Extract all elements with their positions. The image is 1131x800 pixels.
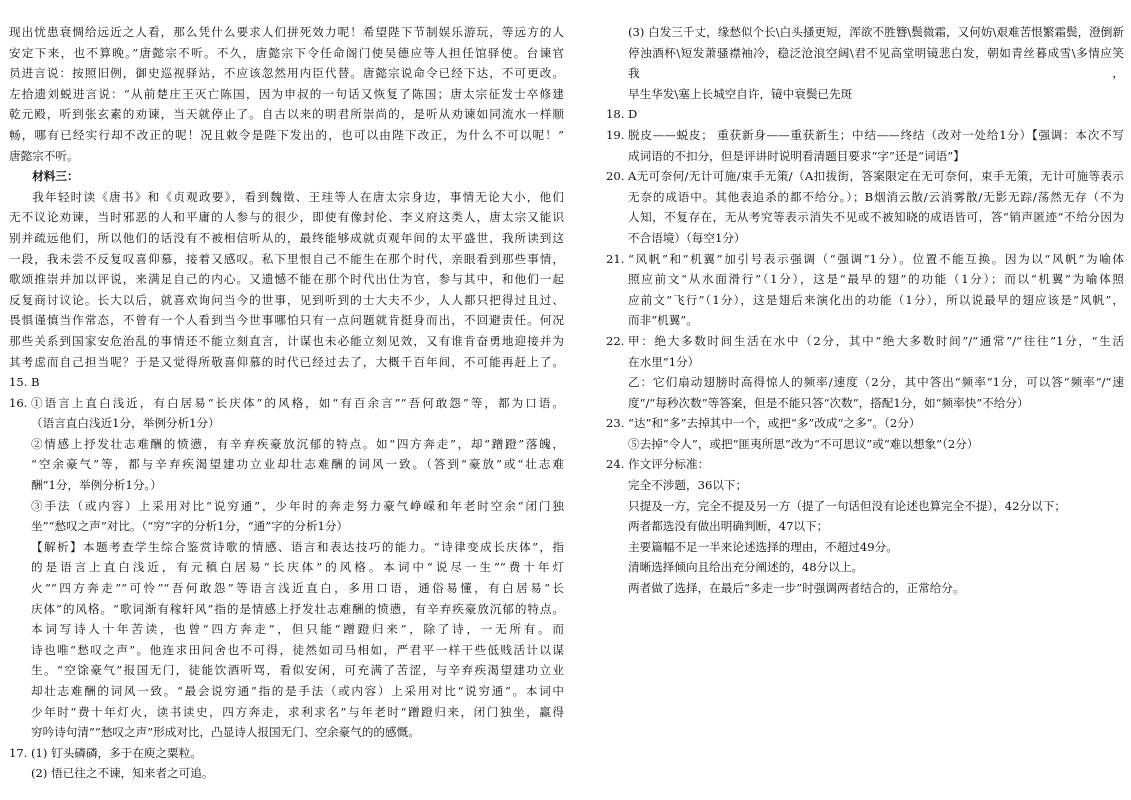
text-line: 停浊酒杯\短发萧骚襟袖冷，稳泛沧浪空阔\君不见高堂明镜悲白发，朝如青丝暮成雪\多情应笑我， <box>628 45 1124 81</box>
text-line: 歌颂推崇并加以评说，来满足自己的内心。又遗憾不能在那个时代出仕为官，参与其中，和他们一起 <box>9 272 564 287</box>
text-line: 照应前文“从水面滑行”（1分），这是“最早的翅”的功能（1分）；而以“机翼”为喻体照 <box>628 272 1124 287</box>
text-line: 穷吟诗句清”“愁叹之声”形成对比，凸显诗人报国无门、空余豪气的的感慨。 <box>31 725 420 740</box>
text-line: 别并疏远他们，所以他们的话没有不被相信听从的，最终能够成就贞观年间的太平盛世，我所读到这 <box>9 230 564 245</box>
text-line: 安定下来，也不算晚。”唐懿宗不听。不久，唐懿宗下令任命阁门使吴德应等人担任馆驿使。台谏官 <box>9 45 564 60</box>
text-line: 畅，哪有已经实行却不改正的呢！况且敕令是陛下发出的，也可以由陛下改正，为什么不可以呢！” <box>9 127 564 142</box>
text-line: “风帆”和“机翼”加引号表示强调（“强调”1分）。位置不能互换。因为以“风帆”为喻体 <box>628 251 1124 266</box>
text-line: 早生华发\塞上长城空自许，镜中衰鬓已先斑 <box>628 86 853 101</box>
text-line: 而非“机翼”。 <box>628 313 698 328</box>
text-line: 应前文“飞行”（1分），这是翅后来演化出的功能（1分），所以说最早的翅应该是“风帆”， <box>628 292 1124 307</box>
question-number: 15. <box>9 375 28 390</box>
question-18 <box>606 104 1124 125</box>
text-line: 我年轻时读《唐书》和《贞观政要》，看到魏徵、王珪等人在唐太宗身边，事情无论大小，他们 <box>32 189 564 204</box>
text-line: 其考虑而自己担当呢？于是又觉得所敬喜仰慕的时代已经过去了，大概千百年间，不可能再赶上了。 <box>9 354 564 369</box>
text-line: 现出忧患衰惆给远近之人看，那么凭什么要求人们拼死效力呢！希望陛下节制娱乐游玩，等远方的人 <box>9 25 564 39</box>
material3-title: 材料三： <box>32 169 79 184</box>
question-number: 19. <box>606 127 625 142</box>
text-line: 少年时“费十年灯火，读书读史，四方奔走，求利求名”与年老时“蹭蹬归来，闭门独坐，赢得 <box>31 704 564 719</box>
text-line: 的是语言上直白浅近，有元稹白居易“长庆体”的风格。本词中“说尽一生”“费十年灯 <box>31 560 564 575</box>
material3-paragraph <box>9 187 564 372</box>
text-line: 清晰选择倾向且给出充分阐述的，48分以上。 <box>628 560 864 575</box>
right-column <box>606 22 1124 599</box>
question-number: 23. <box>606 416 625 431</box>
text-line: ③手法（或内容）上采用对比“说穷通”，少年时的奔走努力豪气峥嵘和年老时空余“闭门独 <box>31 498 564 513</box>
question-19 <box>606 125 1124 166</box>
text-line: （语言直白浅近1分，举例分析1分） <box>31 416 220 431</box>
question-number: 24. <box>606 457 625 472</box>
text-line: A无可奈何/无计可施/束手无策/（A扣拔街，答案限定在无可奈何，束手无策，无计可施等表示 <box>628 169 1124 184</box>
text-line: ①语言上直白浅近，有白居易“长庆体”的风格，如“有百余言”“吾何敢怨”等，都为口语。 <box>31 395 564 410</box>
text-line: ②情感上抒发壮志难酬的愤懑，有辛弃疾豪放沉郁的特点。如“四方奔走”，却“蹭蹬”落魄， <box>31 436 564 451</box>
question-23 <box>606 413 1124 454</box>
answer-text: D <box>628 107 638 122</box>
text-line: 坐”“愁叹之声”对比。（“穷”字的分析1分，“通”字的分析1分） <box>31 519 349 534</box>
question-24 <box>606 454 1124 598</box>
translation-paragraph <box>9 22 564 166</box>
question-16 <box>9 393 564 743</box>
question-number: 20. <box>606 169 625 184</box>
text-line: (1) 钉头磷磷，多于在庾之粟粒。 <box>31 745 202 760</box>
answer-text: B <box>31 375 40 390</box>
text-line: 主要篇幅不足一半来论述选择的理由，不超过49分。 <box>628 539 898 554</box>
text-line: 火”“四方奔走”“可怜”“吾何敢怨”等语言浅近直白，多用口语，通俗易懂，有白居易“长 <box>31 581 564 596</box>
text-line: 两者做了选择，在最后“多走一步”时强调两者结合的，正常给分。 <box>628 581 965 596</box>
text-line: 乾元殿，听到张玄素的劝谏，当天就停止了。自古以来的明君所崇尚的，是听从劝谏如同流水一样顺 <box>9 107 564 122</box>
question-20 <box>606 166 1124 248</box>
text-line: 两者都选没有做出明确判断，47以下； <box>628 519 829 534</box>
question-number: 17. <box>9 745 28 760</box>
text-line: 只提及一方，完全不提及另一方（提了一句话但没有论述也算完全不提），42分以下； <box>628 498 1066 513</box>
left-column <box>9 22 564 784</box>
text-line: 左拾遗刘蜕进言说：“从前楚庄王灭亡陈国，因为申叔的一句话又恢复了陈国；唐太宗征发士卒修建 <box>9 86 564 101</box>
text-line: 庆体”的风格。“歌词渐有稼轩风”指的是情感上抒发壮志难酬的愤懑，有辛弃疾豪放沉郁的特点。 <box>31 601 564 616</box>
text-line: 那些关系到国家安危治乱的事情还不能立刻直言，计谋也未必能立刻见效，又有谁肯奋勇地迎接并为 <box>9 333 564 348</box>
question-number: 16. <box>9 395 28 410</box>
text-line: 无不议论劝谏，当时邪恶的人和平庸的人参与的很少，即使有像封伦、李义府这类人，唐太宗又能识 <box>9 210 564 225</box>
text-line: 完全不涉题，36以下； <box>628 478 748 493</box>
text-line: 本词写诗人十年苦读，也曾“四方奔走”，但只能“蹭蹬归来”，除了诗，一无所有。而 <box>31 622 564 637</box>
text-line: 乙：它们扇动翅膀时高得惊人的频率/速度（2分，其中答出“频率”1分，可以答“频率”/“速 <box>628 375 1124 390</box>
text-line: 畏惧谨慎当作常态，不曾有一个人看到当今世事哪怕只有一点问题就肯挺身而出，不回避责任。何况 <box>9 313 564 328</box>
text-line: 无奈的成语中。其他表追杀的都不给分。）；B烟消云散/云消雾散/无影无踪/荡然无存（不为 <box>628 189 1124 204</box>
text-line: 酬”1分，举例分析1分。） <box>31 478 162 493</box>
text-line: 却壮志难酬的词风一致。“最会说穷通”指的是手法（或内容）上采用对比“说穷通”。本词中 <box>31 684 564 698</box>
text-line: 员进言说：按照旧例，御史巡视驿站，不应该忽然用内臣代替。唐懿宗说命令已经下达，不可更改。 <box>9 66 564 81</box>
question-21 <box>606 249 1124 331</box>
text-line: “空余豪气”等，都与辛弃疾渴望建功立业却壮志难酬的词风一致。（答到“豪放”或“壮志难 <box>31 457 564 472</box>
text-line: 一段，我未尝不反复叹喜仰慕，接着又感叹。私下里恨自己不能生在那个时代，亲眼看到那些事情， <box>9 251 564 266</box>
text-line: 度”/“每秒次数”等答案，但是不能只答“次数”，搭配1分，如“频率快”不给分） <box>628 395 1029 410</box>
text-line: “达”和“多”去掉其中一个，或把“多”改成“之多”。（2分） <box>628 416 921 431</box>
text-line: 唐懿宗不听。 <box>9 148 79 163</box>
question-number: 21. <box>606 251 625 266</box>
text-line: 生。“空馀豪气”报国无门，徒能饮酒听骂，看似安闲，可充满了苦涩，与辛弃疾渴望建功立业 <box>31 663 564 678</box>
text-line: 作文评分标准： <box>628 457 710 472</box>
question-17-part-3 <box>606 22 1124 104</box>
question-number: 18. <box>606 107 625 122</box>
text-line: 诗也唯“愁叹之声”。他连求田问舍也不可得，徒然如司马相如，严君平一样干些低贱活计以谋 <box>31 642 564 657</box>
question-number: 22. <box>606 333 625 348</box>
text-line: 脱皮——蜕皮； 重获新身——重获新生；中结——终结（改对一处给1分）【强调：本次不写 <box>628 127 1124 142</box>
analysis-text: 本题考查学生综合鉴赏诗歌的情感、语言和表达技巧的能力。“诗律变成长庆体”，指 <box>82 539 564 554</box>
analysis-first-line <box>31 537 564 558</box>
text-line: (3) 白发三千丈，缘愁似个长\白头搔更短，浑欲不胜簪\鬓微霜，又何妨\艰难苦恨繁霜鬓，澄倒新 <box>628 25 1124 39</box>
question-15 <box>9 372 564 393</box>
text-line: 甲：绝大多数时间生活在水中（2分，其中“绝大多数时间”/“通常”/“往往”1分，“生活 <box>628 333 1124 348</box>
text-line: 不合语境）（每空1分） <box>628 230 746 245</box>
text-line: ⑤去掉“令人”，或把“匪夷所思”改为“不可思议”或“难以想象”（2分） <box>628 436 979 451</box>
text-line: 人知，不复存在，无从考究等表示消失不见或不被知晓的成语皆可，答“销声匿迹”不给分因为 <box>628 210 1124 225</box>
question-22 <box>606 331 1124 413</box>
analysis-label: 【解析】 <box>31 539 83 554</box>
text-line: 成词语的不扣分，但是评讲时说明看清题目要求“字”还是“词语”】 <box>628 148 965 163</box>
text-line: 反复商讨议论。长大以后，就喜欢询问当今的世事，见到听到的士大夫不少，人人都只把得过且过、 <box>9 292 564 307</box>
text-line: 在水里”1分） <box>628 354 700 369</box>
text-line: (2) 悟已往之不谏，知来者之可追。 <box>31 766 214 781</box>
question-17 <box>9 743 564 784</box>
